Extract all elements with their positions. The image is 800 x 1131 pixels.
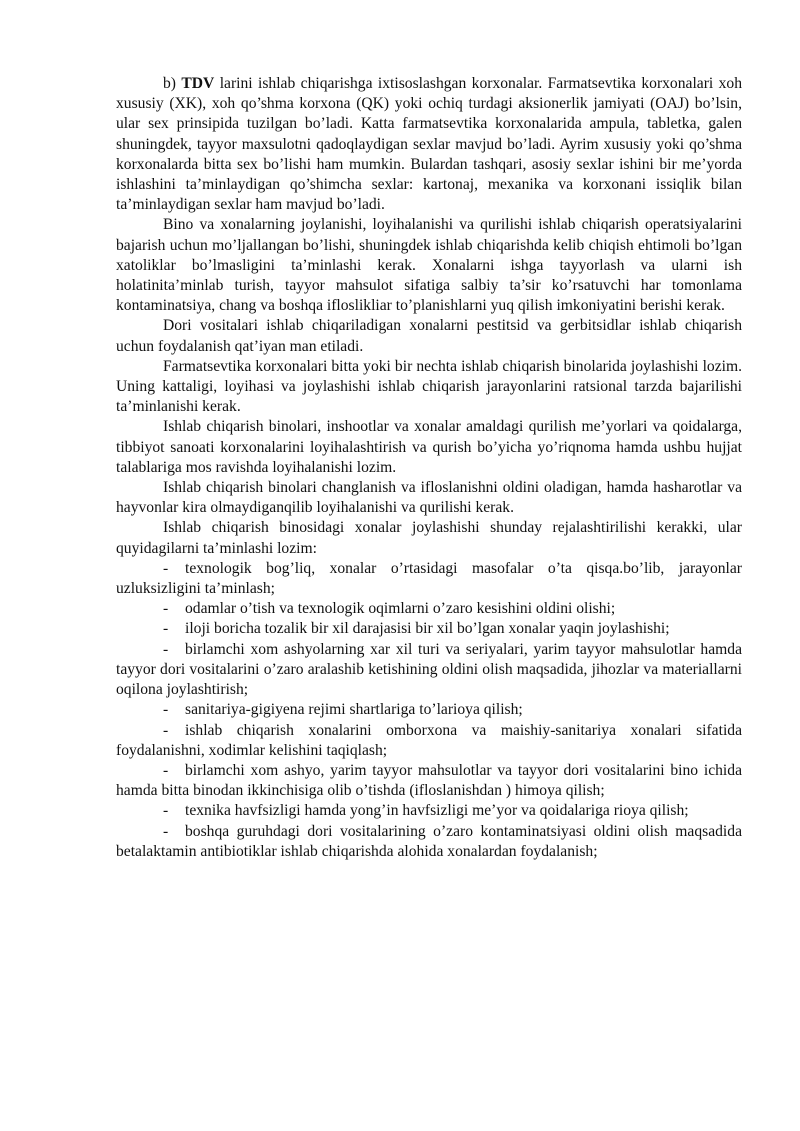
paragraph-2: Bino va xonalarning joylanishi, loyihalanishi va qurilishi ishlab chiqarish operatsiyalarini bajarish uchun mo’ljallangan bo’lishi, shuningdek ishlab chiqarishda kelib chiqish ehtimoli bo’lgan xatoliklar bo’lmasligini ta’minlashi kerak. Xonalarni ishga tayyorlash va ularni ish holatinita’minlab turish, tayyor mahsulot sifatiga salbiy ta’sir ko’rsatuvchi har tomonlama kontaminatsiya, chang va boshqa ifloslikliar to’planishlarni yuq qilish imkoniyatini berishi kerak. — [116, 216, 742, 315]
list-item-text: birlamchi xom ashyolarning xar xil turi va seriyalari, yarim tayyor mahsulotlar hamda tayyor dori vositalarini o’zaro aralashib ketishining oldini olish maqsadida, jihozlar va materiallarni oqilona joylashtirish; — [116, 640, 742, 699]
list-item — [116, 700, 742, 720]
list-dash: - — [163, 600, 169, 618]
paragraph-6: Ishlab chiqarish binolari changlanish va ifloslanishni oldini oladigan, hamda hasharotlar va hayvonlar kira olmaydiganqilib loyihalanishi va qurilishi kerak. — [116, 479, 742, 517]
list-item — [116, 559, 742, 599]
list-item — [116, 599, 742, 619]
list-dash: - — [163, 802, 169, 820]
list-dash: - — [163, 620, 169, 638]
document-page — [116, 74, 742, 862]
list-dash: - — [163, 640, 169, 658]
list-item-text: sanitariya-gigiyena rejimi shartlariga to’larioya qilish; — [185, 701, 523, 719]
list-item — [116, 761, 742, 801]
paragraph-7: Ishlab chiqarish binosidagi xonalar joylashishi shunday rejalashtirilishi kerakki, ular quyidagilarni ta’minlashi lozim: — [116, 519, 742, 557]
paragraph-3: Dori vositalari ishlab chiqariladigan xonalarni pestitsid va gerbitsidlar ishlab chiqarish uchun foydalanish qat’iyan man etiladi. — [116, 317, 742, 355]
paragraph-1-prefix: b) — [163, 75, 182, 92]
paragraph-4: Farmatsevtika korxonalari bitta yoki bir nechta ishlab chiqarish binolarida joylashishi lozim. Uning kattaligi, loyihasi va joylashishi ishlab chiqarish jarayonlarini ratsional tarzda bajarilishi ta’minlanishi kerak. — [116, 357, 742, 416]
list-dash: - — [163, 761, 169, 779]
list-item-text: boshqa guruhdagi dori vositalarining o’zaro kontaminatsiyasi oldini olish maqsadida betalaktamin antibiotiklar ishlab chiqarishda alohida xonalardan foydalanish; — [116, 822, 742, 860]
list-item — [116, 619, 742, 639]
paragraph-1-bold-term: TDV — [181, 75, 215, 92]
list-dash: - — [163, 822, 169, 840]
list-item — [116, 801, 742, 821]
list-item — [116, 640, 742, 701]
list-item — [116, 822, 742, 862]
list-dash: - — [163, 721, 169, 739]
list-dash: - — [163, 559, 169, 577]
list-item — [116, 721, 742, 761]
list-item-text: texnologik bog’liq, xonalar o’rtasidagi masofalar o’ta qisqa.bo’lib, jarayonlar uzluksizligini ta’minlash; — [116, 559, 742, 598]
list-dash: - — [163, 701, 169, 719]
list-item-text: ishlab chiqarish xonalarini omborxona va maishiy-sanitariya xonalari sifatida foydalanishni, xodimlar kelishini taqiqlash; — [116, 721, 742, 759]
paragraph-1-text: larini ishlab chiqarishga ixtisoslashgan korxonalar. Farmatsevtika korxonalari xoh xususiy (XK), xoh qo’shma korxona (QK) yoki ochiq turdagi aksionerlik jamiyati (OAJ) bo’lsin, ular sex prinsipida tuzilgan bo’ladi. Katta farmatsevtika korxonalarida ampula, tabletka, galen shuningdek, tayyor maxsulotni qadoqlaydigan sexlar mavjud bo’ladi. Ayrim xususiy yoki qo’shma korxonalarda bitta sex bo’lishi ham mumkin. Bulardan tashqari, asosiy sexlar ishini bir me’yorda ishlashini ta’minlaydigan qo’shimcha sexlar: kartonaj, mexanika va korxonani issiqlik bilan ta’minlaydigan sexlar ham mavjud bo’ladi. — [116, 75, 743, 214]
paragraph-1 — [116, 74, 742, 215]
list-item-text: iloji boricha tozalik bir xil darajasisi bir xil bo’lgan xonalar yaqin joylashishi; — [185, 620, 670, 638]
requirements-list — [116, 559, 742, 862]
list-item-text: odamlar o’tish va texnologik oqimlarni o’zaro kesishini oldini olishi; — [185, 600, 616, 618]
list-item-text: birlamchi xom ashyo, yarim tayyor mahsulotlar va tayyor dori vositalarini bino ichida hamda bitta binodan ikkinchisiga olib o’tishda (ifloslanishdan ) himoya qilish; — [116, 761, 742, 800]
paragraph-5: Ishlab chiqarish binolari, inshootlar va xonalar amaldagi qurilish me’yorlari va qoidalarga, tibbiyot sanoati korxonalarini loyihalashtirish va qurish bo’yicha yo’riqnoma hamda ushbu hujjat talablariga mos ravishda loyihalanishi lozim. — [116, 418, 742, 476]
list-item-text: texnika havfsizligi hamda yong’in havfsizligi me’yor va qoidalariga rioya qilish; — [185, 802, 689, 820]
